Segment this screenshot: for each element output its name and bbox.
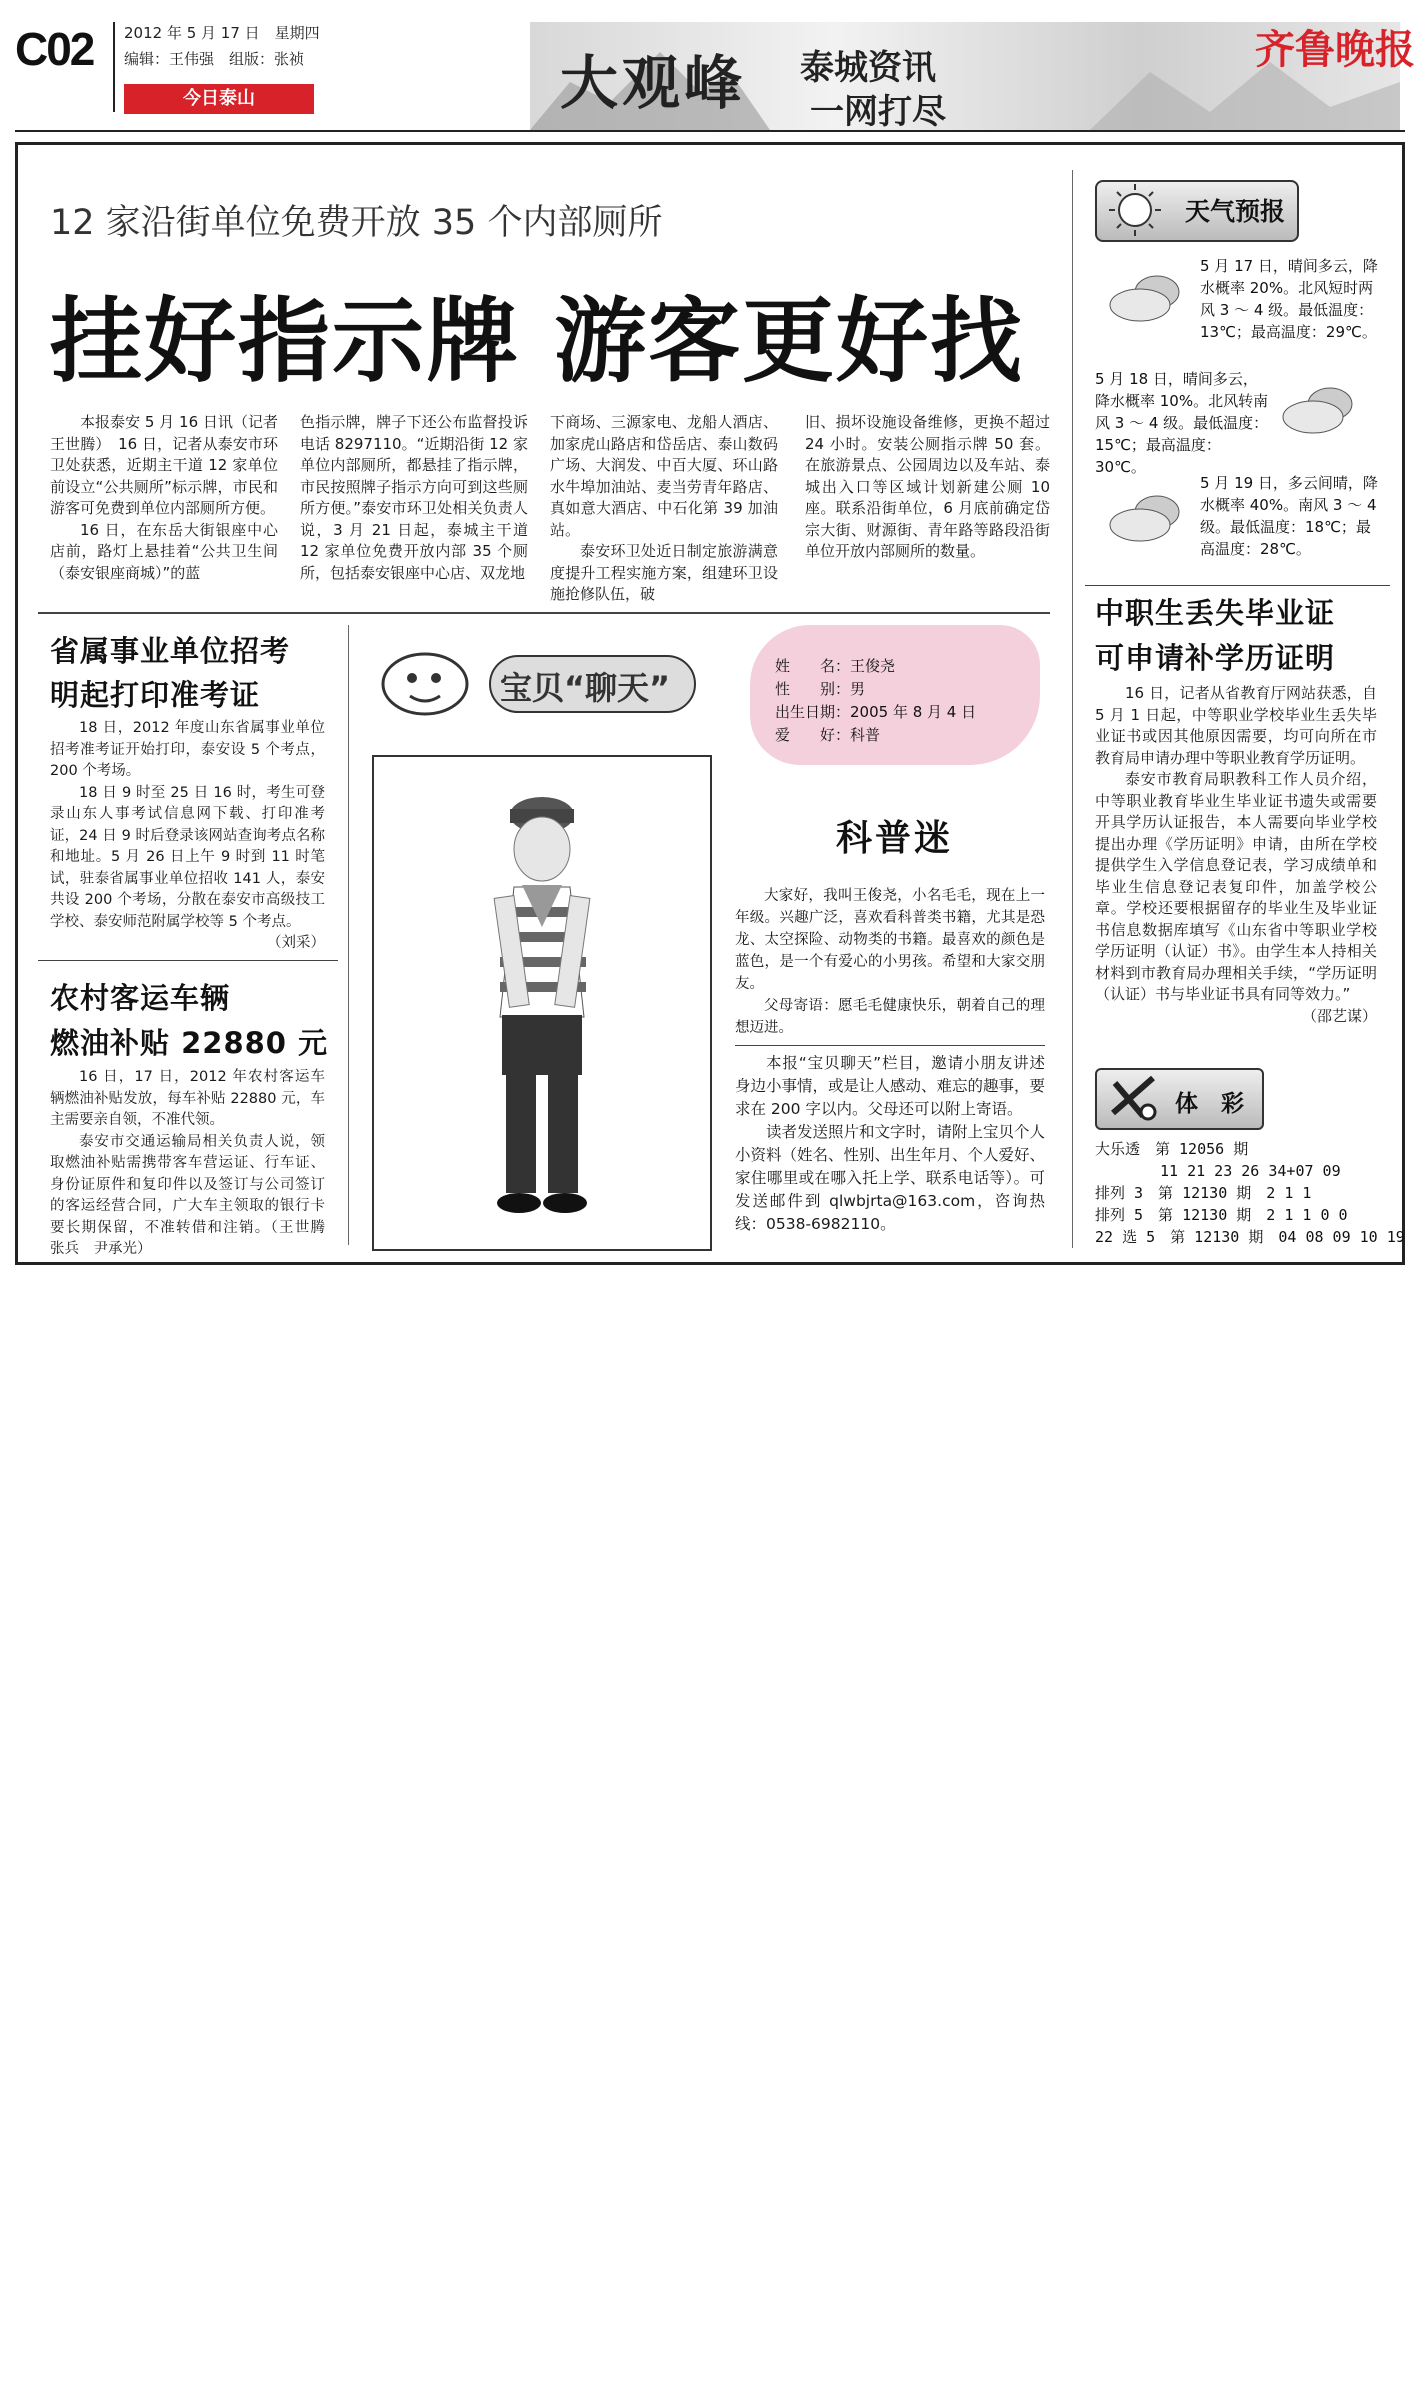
bus-title-2: 燃油补贴 22880 元 — [50, 1026, 329, 1060]
child-figure — [374, 757, 710, 1249]
bus-body: 16 日，17 日，2012 年农村客运车辆燃油补贴发放，每车补贴 22880 元，车主需要亲自领，不准代领。 泰安市交通运输局相关负责人说，领取燃油补贴需携带客车营运证、行车证、身份证原件和复印件以及签订与公司签订的客运经营合同，广大车主领取的银行卡要长期保留，不准转借和注销。（王世腾 张兵 尹承光） — [50, 1069, 340, 1257]
child-name: 姓 名：王俊尧 — [775, 657, 896, 675]
baby-story-title: 科普迷 — [836, 817, 954, 859]
lottery-title: 体 彩 — [1175, 1091, 1244, 1117]
cloudy-icon — [1102, 490, 1192, 545]
baby-story-rule — [735, 1045, 1045, 1046]
exam-title-2: 明起打印准考证 — [50, 678, 261, 712]
child-photo — [372, 755, 712, 1251]
weather-rule — [1085, 585, 1390, 586]
diploma-body: 16 日，记者从省教育厅网站获悉，自 5 月 1 日起，中等职业学校毕业生丢失毕业证书或因其他原因需要，均可向所在市教育局申请办理中等职业教育学历证明。 泰安市教育局职教科工作人员介绍，中等职业教育毕业生毕业证书遗失或需要开具学历认证报告，本人需要向毕业学校提出办理《学历证明》申请，由所在学校提供学生入学信息登记表，学习成绩单和毕业生信息登记表复印件，加盖学校公章。学校还要根据留存的毕业生及毕业证书信息数据库填写《山东省中等职业学校学历证明（认证）书》。由学生本人持相关材料到市教育局办理相关手续，“学历证明（认证）书与毕业证书具有同等效力。” （邵艺谋） — [1095, 683, 1377, 1027]
lottery-line-5: 22 选 5 第 12130 期 04 08 09 10 19 — [1095, 1228, 1405, 1246]
lead-subhead: 12 家沿街单位免费开放 35 个内部厕所 — [50, 203, 663, 243]
lead-column-4: 旧、损坏设施设备维修，更换不超过 24 小时。安装公厕指示牌 50 套。在旅游景点、公园周边以及车站、泰城出入口等区域计划新建公厕 10 座。联系沿街单位，6 月底前确定岱宗大街、财源街、青年路等路段沿街单位开放内部厕所的数量。 — [805, 413, 1050, 560]
exam-rule — [38, 960, 338, 961]
sun-icon — [1105, 180, 1165, 238]
header-divider — [113, 22, 115, 112]
lottery-line-3: 排列 3 第 12130 期 2 1 1 — [1095, 1184, 1312, 1202]
cloudy-icon — [1275, 382, 1365, 437]
child-hobby: 爱 好：科普 — [775, 726, 881, 744]
diploma-title-2: 可申请补学历证明 — [1095, 641, 1336, 675]
page-code: C02 — [15, 23, 94, 75]
issue-date: 2012 年 5 月 17 日 星期四 — [124, 24, 320, 42]
lead-headline: 挂好指示牌 游客更好找 — [50, 287, 1025, 395]
lead-column-1: 本报泰安 5 月 16 日讯（记者 王世腾） 16 日，记者从泰安市环卫处获悉，近期主干道 12 家单位前设立“公共厕所”标示牌，市民和游客可免费到单位内部厕所方便。 16 日，在东岳大街银座中心店前，路灯上悬挂着“公共卫生间（泰安银座商城）”的蓝 — [50, 413, 294, 582]
exam-byline: （刘采） — [267, 935, 325, 951]
child-birthdate: 出生日期：2005 年 8 月 4 日 — [775, 703, 977, 721]
lottery-line-1: 大乐透 第 12056 期 — [1095, 1140, 1249, 1158]
lead-column-3: 下商场、三源家电、龙船人酒店、加家虎山路店和岱岳店、泰山数码广场、大润发、中百大厦、环山路水牛埠加油站、麦当劳青年路店、真如意大酒店、中石化第 39 加油站。 泰安环卫处近日制定旅游满意度提升工程实施方案，组建环卫设施抢修队伍，破 — [550, 413, 778, 603]
left-column-rule — [348, 625, 349, 1245]
lead-column-2: 色指示牌，牌子下还公布监督投诉电话 8297110。“近期沿街 12 家单位内部厕所，都悬挂了指示牌，市民按照牌子指示方向可到这些厕所方便。”泰安市环卫处相关负责人说，3 月 21 日起，泰城主干道 12 家单位免费开放内部 35 个厕所，包括泰安银座中心店、双龙地 — [300, 413, 528, 582]
right-column-rule — [1072, 170, 1073, 1248]
lead-bottom-rule — [38, 612, 1050, 614]
section-label: 今日泰山 — [124, 84, 314, 114]
exam-body: 18 日，2012 年度山东省属事业单位招考准考证开始打印，泰安设 5 个考点，200 个考场。 18 日 9 时至 25 日 16 时，考生可登录山东人事考试信息网下载、打印准考证，24 日 9 时后登录该网站查询考点名称和地址。5 月 26 日上午 9 时到 11 时笔试，驻泰省属事业单位招收 141 人，泰安共设 200 个考场，分散在泰安市高级技工学校、泰安师范附属学校等 5 个考点。 （刘采） — [50, 718, 325, 955]
lottery-line-2: 11 21 23 26 34+07 09 — [1160, 1162, 1341, 1180]
lottery-line-4: 排列 5 第 12130 期 2 1 1 0 0 — [1095, 1206, 1348, 1224]
sports-lottery-icon — [1103, 1068, 1163, 1126]
baby-chat-logo-text: 宝贝“聊天” — [500, 669, 671, 707]
weather-day-1: 5 月 17 日，晴间多云，降水概率 20%。北风短时两风 3 ～ 4 级。最低温度：13℃；最高温度：29℃。 — [1200, 257, 1378, 341]
weather-day-3: 5 月 19 日，多云间晴，降水概率 40%。南风 3 ～ 4 级。最低温度：18℃；最高温度：28℃。 — [1200, 474, 1378, 558]
bus-title-1: 农村客运车辆 — [50, 981, 231, 1015]
exam-title-1: 省属事业单位招考 — [50, 634, 291, 668]
banner-title: 大观峰 — [560, 49, 747, 117]
cloudy-icon — [1102, 270, 1192, 325]
banner-subtitle-2: 一网打尽 — [810, 92, 946, 132]
diploma-title-1: 中职生丢失毕业证 — [1095, 596, 1336, 630]
child-gender: 性 别：男 — [775, 680, 866, 698]
diploma-byline: （邵艺谋） — [1301, 1006, 1377, 1025]
baby-chat-invitation: 本报“宝贝聊天”栏目，邀请小朋友讲述身边小事情，或是让人感动、难忘的趣事，要求在 200 字以内。父母还可以附上寄语。 读者发送照片和文字时，请附上宝贝个人小资料（姓名、性别、出生年月、个人爱好、家住哪里或在哪入托上学、联系电话等）。可发送邮件到 qlwbjrta@163.com，咨询热线：0538-6982110。 — [735, 1054, 1046, 1233]
baby-story-letter: 大家好，我叫王俊尧，小名毛毛，现在上一年级。兴趣广泛，喜欢看科普类书籍，尤其是恐龙、太空探险、动物类的书籍。最喜欢的颜色是蓝色，是一个有爱心的小男孩。希望和大家交朋友。 父母寄语：愿毛毛健康快乐，朝着自己的理想迈进。 — [735, 888, 1045, 1036]
banner-subtitle-1: 泰城资讯 — [800, 48, 936, 88]
editors: 编辑：王伟强 组版：张祯 — [124, 50, 305, 68]
weather-title: 天气预报 — [1185, 197, 1286, 226]
newspaper-masthead: 齐鲁晚报 — [1255, 26, 1415, 73]
weather-day-2: 5 月 18 日，晴间多云，降水概率 10%。北风转南风 3 ～ 4 级。最低温度：15℃；最高温度：30℃。 — [1095, 370, 1269, 476]
